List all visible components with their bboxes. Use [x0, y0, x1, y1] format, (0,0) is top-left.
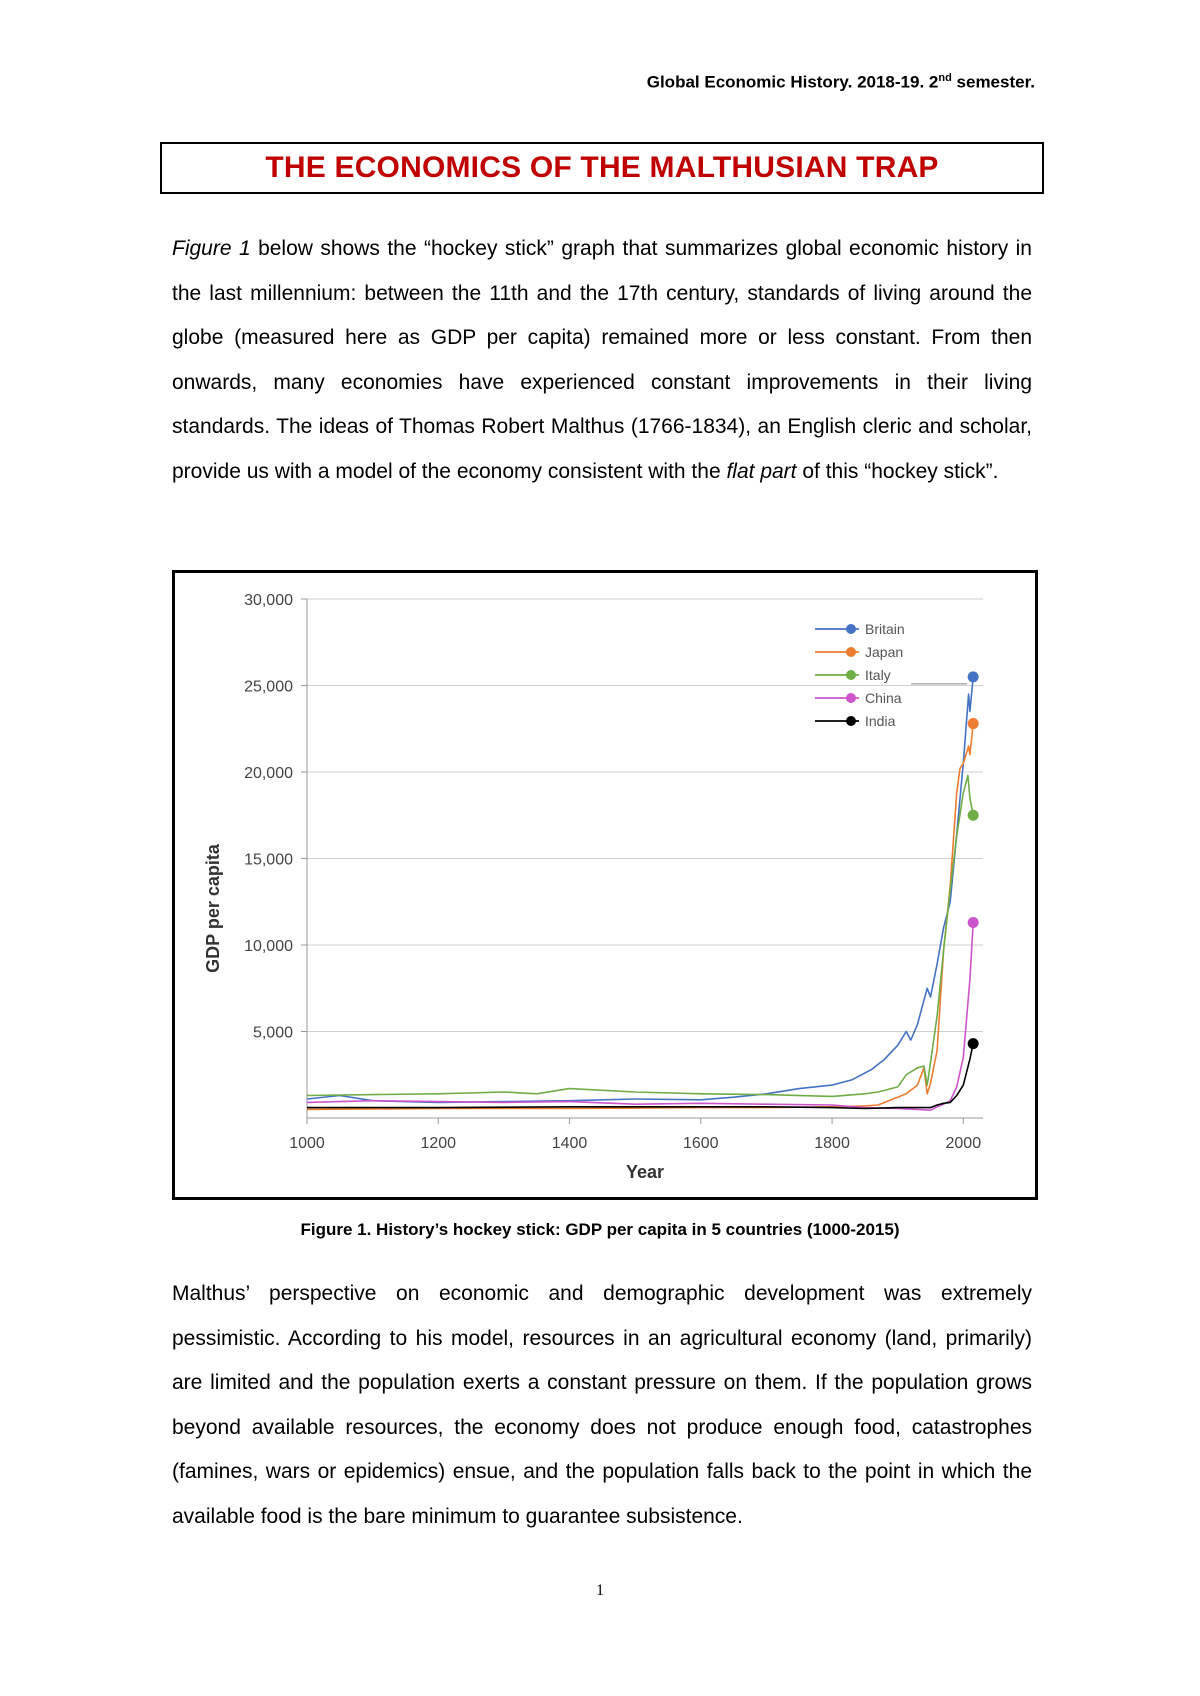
- x-tick-label: 1600: [682, 1135, 719, 1152]
- intro-text-2: of this “hockey stick”.: [796, 459, 999, 483]
- legend-marker-japan: [846, 647, 856, 657]
- title-box: [160, 142, 1044, 194]
- legend-label-india: India: [865, 713, 896, 729]
- gdp-chart: [175, 573, 1035, 1197]
- y-tick-label: 20,000: [244, 765, 293, 782]
- x-tick-label: 2000: [945, 1135, 982, 1152]
- legend-label-italy: Italy: [865, 667, 891, 683]
- running-header: [647, 72, 1035, 93]
- series-line-japan: [307, 724, 973, 1110]
- figure-reference: Figure 1: [172, 237, 251, 260]
- legend-marker-britain: [846, 624, 856, 634]
- body-paragraph: Malthus’ perspective on economic and demographic development was extremely pessimistic. According to his model, resources in an agricultural economy (land, primarily) are limited and the population exerts a constant pressure on them. If the population grows beyond available resources, the economy does not produce enough food, catastrophes (famines, wars or epidemics) ensue, and the population falls back to the point in which the available food is the bare minimum to guarantee subsistence.: [172, 1282, 1032, 1528]
- x-tick-label: 1800: [814, 1135, 850, 1152]
- header-suffix: semester.: [951, 72, 1035, 92]
- x-tick-label: 1200: [420, 1135, 457, 1152]
- x-tick-label: 1000: [289, 1135, 325, 1152]
- y-tick-label: 30,000: [244, 592, 293, 609]
- x-axis-title: Year: [625, 1162, 665, 1182]
- legend-label-china: China: [865, 690, 902, 706]
- intro-emphasis: flat part: [726, 459, 797, 483]
- page-number: 1: [596, 1582, 604, 1599]
- y-tick-label: 15,000: [244, 851, 293, 869]
- legend-marker-china: [846, 693, 856, 703]
- intro-paragraph: [172, 227, 1032, 494]
- page-title: THE ECONOMICS OF THE MALTHUSIAN TRAP: [265, 151, 939, 184]
- series-endpoint-italy: [968, 810, 979, 821]
- y-tick-label: 25,000: [244, 678, 293, 696]
- figure-caption: Figure 1. History’s hockey stick: GDP per capita in 5 countries (1000-2015): [300, 1220, 900, 1239]
- y-axis-title: GDP per capita: [203, 844, 223, 973]
- y-tick-label: 10,000: [244, 938, 293, 955]
- legend-label-japan: Japan: [865, 644, 904, 660]
- series-line-china: [307, 923, 973, 1111]
- series-endpoint-china: [968, 917, 979, 928]
- series-endpoint-britain: [968, 671, 979, 682]
- intro-text-1: below shows the “hockey stick” graph that summarizes global economic history in the last millennium: between the 11th and the 17th century, standards of living around the globe (measured here as GDP per capita) remained more or less constant. From then onwards, many economies have experienced constant improvements in their living standards. The ideas of Thomas Robert Malthus (1766-1834), an English cleric and scholar, provide us with a model of the economy consistent with the: [172, 237, 1032, 483]
- series-endpoint-japan: [968, 718, 979, 729]
- figure-frame: [172, 570, 1038, 1200]
- legend-marker-india: [846, 716, 856, 726]
- header-text: Global Economic History. 2018-19. 2: [646, 72, 939, 92]
- series-line-britain: [307, 677, 973, 1103]
- series-endpoint-india: [968, 1038, 979, 1049]
- y-tick-label: 5,000: [252, 1024, 293, 1042]
- x-tick-label: 1400: [551, 1135, 588, 1152]
- legend-label-britain: Britain: [865, 621, 905, 637]
- header-superscript: nd: [938, 72, 952, 84]
- legend-marker-italy: [846, 670, 856, 680]
- series-line-italy: [307, 776, 973, 1097]
